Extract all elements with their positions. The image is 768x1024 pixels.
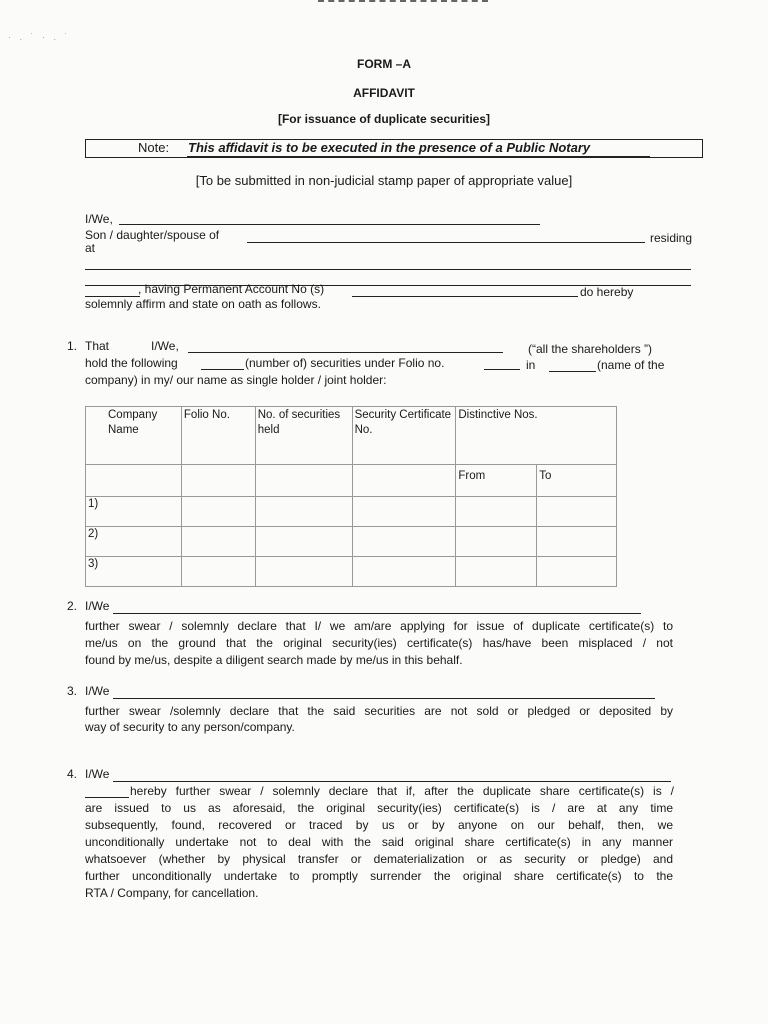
table-cell <box>352 465 456 497</box>
note-text: This affidavit is to be executed in the presence of a Public Notary <box>188 140 591 155</box>
row-number: 3) <box>86 557 182 587</box>
table-cell <box>255 557 352 587</box>
para4-last-line: RTA / Company, for cancellation. <box>85 886 259 900</box>
para1-number: 1. <box>67 339 78 353</box>
table-cell <box>537 527 617 557</box>
para4-line-3: subsequently, found, recovered or traced by us or by anyone on our behalf, then, we <box>85 818 673 832</box>
para1-name-of: (name of the <box>597 358 665 372</box>
note-underline <box>187 156 650 157</box>
header-certificate-no: Security Certificate No. <box>352 407 456 465</box>
table-row <box>86 497 617 527</box>
scan-artifact-top <box>318 0 488 6</box>
name-blank <box>119 224 540 225</box>
table-cell <box>255 497 352 527</box>
table-cell <box>537 497 617 527</box>
para3-i-we: I/We <box>85 684 110 698</box>
para4-line-4: unconditionally undertake not to deal with the said original share certificate(s) in any manner <box>85 835 673 849</box>
para1-that: That <box>85 339 110 353</box>
table-header-row <box>86 407 617 465</box>
table-cell <box>352 557 456 587</box>
row-number: 2) <box>86 527 182 557</box>
para3-last-line: way of security to any person/company. <box>85 720 295 734</box>
intro-residing: residing <box>650 231 693 245</box>
table-subheader-row <box>86 465 617 497</box>
table-cell <box>456 497 537 527</box>
para4-number: 4. <box>67 767 78 781</box>
header-to: To <box>537 465 617 497</box>
pan-blank <box>352 296 578 297</box>
table-cell <box>352 527 456 557</box>
intro-pan: , having Permanent Account No (s) <box>138 282 325 296</box>
table-cell <box>181 465 255 497</box>
table-cell <box>456 557 537 587</box>
para3-number: 3. <box>67 684 78 698</box>
table-cell <box>255 465 352 497</box>
para4-line-6: further unconditionally undertake to promptly surrender the original share certificate(s) to the <box>85 869 673 883</box>
para1-count-blank <box>201 369 244 370</box>
table-cell <box>352 497 456 527</box>
header-distinctive-nos: Distinctive Nos. <box>456 407 617 465</box>
para4-name-blank <box>113 781 671 782</box>
table-cell <box>181 527 255 557</box>
para1-folio-blank <box>484 369 520 370</box>
para3-line-1: further swear /solemnly declare that the said securities are not sold or pledged or deposited by <box>85 704 673 718</box>
para4-line-1: hereby further swear / solemnly declare that if, after the duplicate share certificate(s) is / <box>130 784 674 798</box>
table-cell <box>537 557 617 587</box>
table-cell <box>86 465 182 497</box>
intro-hereby: do hereby <box>580 285 634 299</box>
table-cell <box>181 557 255 587</box>
table-cell <box>456 527 537 557</box>
header-from: From <box>456 465 537 497</box>
para2-last-line: found by me/us, despite a diligent search made by me/us in this behalf. <box>85 653 463 667</box>
para2-line-1: further swear / solemnly declare that I/ we am/are applying for issue of duplicate certificate(s) to <box>85 619 673 633</box>
scan-specks: · . ˙ · . ˙ <box>8 32 71 42</box>
row-number: 1) <box>86 497 182 527</box>
header-company-name: Company Name <box>86 407 182 465</box>
holdings-table <box>85 406 617 587</box>
header-no-of-securities: No. of securities held <box>255 407 352 465</box>
para1-all-shareholders: (“all the shareholders ”) <box>528 342 653 356</box>
para2-number: 2. <box>67 599 78 613</box>
para4-i-we: I/We <box>85 767 110 781</box>
page-subtitle: [For issuance of duplicate securities] <box>277 112 491 126</box>
para4-line-5: whatsoever (whether by physical transfer or dematerialization or as security or pledge) and <box>85 852 673 866</box>
intro-at: at <box>85 241 96 255</box>
header-folio-no: Folio No. <box>181 407 255 465</box>
table-row <box>86 527 617 557</box>
address-blank-1 <box>85 269 691 270</box>
para3-name-blank <box>113 698 655 699</box>
para2-line-2: me/us on the ground that the original security(ies) certificate(s) has/have been misplaced / not <box>85 636 673 650</box>
para2-name-blank <box>113 613 641 614</box>
stamp-instruction: [To be submitted in non-judicial stamp paper of appropriate value] <box>195 173 573 188</box>
para1-hold: hold the following <box>85 356 178 370</box>
intro-affirm: solemnly affirm and state on oath as follows. <box>85 297 321 311</box>
intro-i-we: I/We, <box>85 212 113 226</box>
relation-blank <box>247 242 645 243</box>
para1-in: in <box>526 358 536 372</box>
para1-i-we: I/We, <box>151 339 179 353</box>
table-cell <box>181 497 255 527</box>
para1-line3: company) in my/ our name as single holder / joint holder: <box>85 373 387 387</box>
intro-relation: Son / daughter/spouse of <box>85 228 220 242</box>
form-label: FORM –A <box>357 57 411 71</box>
para1-company-blank <box>549 371 596 372</box>
page-title: AFFIDAVIT <box>353 86 415 100</box>
para2-i-we: I/We <box>85 599 110 613</box>
table-row <box>86 557 617 587</box>
para1-number-of: (number of) securities under Folio no. <box>245 356 445 370</box>
para1-name-blank <box>188 352 503 353</box>
note-label: Note: <box>138 140 170 155</box>
para4-line-2: are issued to us as aforesaid, the original security(ies) certificate(s) is / are at any time <box>85 801 673 815</box>
para4-prefix-blank <box>85 797 129 798</box>
table-cell <box>255 527 352 557</box>
